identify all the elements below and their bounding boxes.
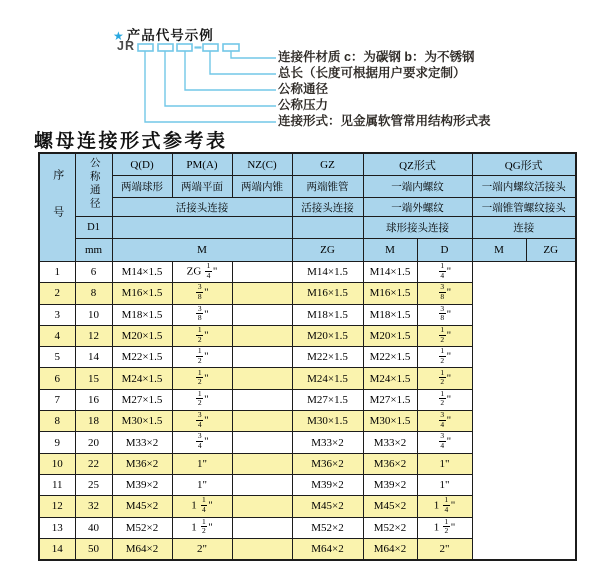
header-row-units bbox=[39, 239, 576, 262]
cell-zg: $\frac{3}{4}$ " bbox=[172, 432, 232, 453]
cell-qg-zg: $\frac{1}{2}$ " bbox=[417, 325, 472, 346]
cell-seq: 2 bbox=[39, 283, 75, 304]
cell-qg-m: M33×2 bbox=[363, 432, 417, 453]
cell-qg-zg: $\frac{3}{8}$ " bbox=[417, 283, 472, 304]
connector-length bbox=[210, 51, 276, 74]
cell-qz-m bbox=[232, 262, 292, 283]
cell-qg-m: M39×2 bbox=[363, 474, 417, 495]
cell-qz-m bbox=[232, 325, 292, 346]
cell-seq: 10 bbox=[39, 453, 75, 474]
table-title: 螺母连接形式参考表 bbox=[34, 131, 228, 152]
fraction: $\frac{1}{2}$ bbox=[197, 346, 202, 365]
cell-qz-d: M22×1.5 bbox=[292, 347, 363, 368]
table-row bbox=[39, 432, 576, 453]
cell-qg-zg: 1 $\frac{1}{2}$ " bbox=[417, 517, 472, 538]
code-box bbox=[138, 44, 153, 51]
cell-qg-zg: $\frac{1}{2}$ " bbox=[417, 389, 472, 410]
cell-seq: 3 bbox=[39, 304, 75, 325]
cell-qz-d: M14×1.5 bbox=[292, 262, 363, 283]
cell-m: M18×1.5 bbox=[112, 304, 172, 325]
fraction: $\frac{1}{4}$ bbox=[444, 495, 449, 514]
header-d1: D1 bbox=[75, 217, 112, 239]
table-row bbox=[39, 517, 576, 538]
label-material: 连接件材质 c：为碳钢 b：为不锈钢 bbox=[278, 50, 475, 64]
fraction: $\frac{1}{2}$ bbox=[197, 325, 202, 344]
cell-qz-m bbox=[232, 347, 292, 368]
table-row bbox=[39, 262, 576, 283]
table-row bbox=[39, 474, 576, 495]
header-row-types bbox=[39, 176, 576, 198]
cell-zg: 1" bbox=[172, 453, 232, 474]
header-conn-ball-joint: 球形接头连接 bbox=[363, 217, 472, 239]
cell-dn: 10 bbox=[75, 304, 112, 325]
cell-m: M20×1.5 bbox=[112, 325, 172, 346]
cell-seq: 8 bbox=[39, 411, 75, 432]
cell-m: M14×1.5 bbox=[112, 262, 172, 283]
table-row bbox=[39, 389, 576, 410]
cell-qz-d: M24×1.5 bbox=[292, 368, 363, 389]
cell-zg: $\frac{1}{2}$ " bbox=[172, 389, 232, 410]
cell-qz-m bbox=[232, 432, 292, 453]
table-row bbox=[39, 453, 576, 474]
cell-dn: 18 bbox=[75, 411, 112, 432]
cell-qz-d: M30×1.5 bbox=[292, 411, 363, 432]
table-row bbox=[39, 368, 576, 389]
cell-qz-m bbox=[232, 304, 292, 325]
header-unit-m: M bbox=[112, 239, 292, 262]
cell-qz-m bbox=[232, 453, 292, 474]
fraction: $\frac{1}{2}$ bbox=[202, 517, 206, 536]
cell-seq: 11 bbox=[39, 474, 75, 495]
cell-qg-m: M22×1.5 bbox=[363, 347, 417, 368]
star-icon: ★ bbox=[113, 29, 125, 43]
table-body bbox=[39, 262, 576, 561]
cell-zg: 1 $\frac{1}{4}$ " bbox=[172, 496, 232, 517]
label-diameter: 公称通径 bbox=[278, 82, 329, 96]
fraction: $\frac{1}{2}$ bbox=[444, 517, 449, 536]
cell-m: M39×2 bbox=[112, 474, 172, 495]
fraction: $\frac{3}{4}$ bbox=[197, 410, 202, 429]
cell-qz-m bbox=[232, 389, 292, 410]
cell-qg-m: M20×1.5 bbox=[363, 325, 417, 346]
fraction: $\frac{1}{4}$ bbox=[440, 261, 445, 280]
table-row bbox=[39, 496, 576, 517]
fraction: $\frac{1}{2}$ bbox=[197, 389, 202, 408]
cell-m: M24×1.5 bbox=[112, 368, 172, 389]
cell-qz-d: M16×1.5 bbox=[292, 283, 363, 304]
cell-seq: 4 bbox=[39, 325, 75, 346]
cell-qg-m: M45×2 bbox=[363, 496, 417, 517]
header-group-pma: PM(A) bbox=[172, 153, 232, 176]
header-empty-gz bbox=[292, 217, 363, 239]
header-unit-qg-zg: ZG bbox=[526, 239, 576, 262]
cell-zg: $\frac{3}{8}$ " bbox=[172, 283, 232, 304]
cell-qz-d: M33×2 bbox=[292, 432, 363, 453]
fraction: $\frac{3}{4}$ bbox=[440, 431, 445, 451]
fraction: $\frac{1}{4}$ bbox=[202, 495, 206, 514]
cell-qz-d: M36×2 bbox=[292, 453, 363, 474]
cell-seq: 14 bbox=[39, 538, 75, 560]
cell-m: M16×1.5 bbox=[112, 283, 172, 304]
header-conn-ext-thread: 一端外螺纹 bbox=[363, 198, 472, 217]
fraction: $\frac{3}{8}$ bbox=[440, 282, 445, 301]
header-row-groups bbox=[39, 153, 576, 176]
header-empty-left bbox=[112, 217, 292, 239]
header-group-qz: QZ形式 bbox=[363, 153, 472, 176]
cell-qg-zg: $\frac{3}{4}$ " bbox=[417, 432, 472, 453]
cell-qz-d: M27×1.5 bbox=[292, 389, 363, 410]
cell-dn: 50 bbox=[75, 538, 112, 560]
cell-dn: 15 bbox=[75, 368, 112, 389]
cell-qg-zg: 1" bbox=[417, 474, 472, 495]
cell-seq: 13 bbox=[39, 517, 75, 538]
cell-qz-m bbox=[232, 517, 292, 538]
fraction: $\frac{3}{4}$ bbox=[440, 410, 445, 429]
cell-qz-d: M18×1.5 bbox=[292, 304, 363, 325]
cell-m: M45×2 bbox=[112, 496, 172, 517]
fraction: $\frac{1}{2}$ bbox=[440, 346, 445, 365]
cell-zg: $\frac{3}{4}$ " bbox=[172, 411, 232, 432]
cell-m: M22×1.5 bbox=[112, 347, 172, 368]
cell-dn: 16 bbox=[75, 389, 112, 410]
connector-lines bbox=[145, 51, 276, 122]
header-unit-zg: ZG bbox=[292, 239, 363, 262]
cell-m: M52×2 bbox=[112, 517, 172, 538]
cell-dn: 40 bbox=[75, 517, 112, 538]
cell-m: M27×1.5 bbox=[112, 389, 172, 410]
cell-qg-zg: 2" bbox=[417, 538, 472, 560]
cell-qz-m bbox=[232, 411, 292, 432]
cell-qg-zg: $\frac{1}{2}$ " bbox=[417, 347, 472, 368]
cell-qz-d: M64×2 bbox=[292, 538, 363, 560]
cell-seq: 5 bbox=[39, 347, 75, 368]
cell-dn: 6 bbox=[75, 262, 112, 283]
header-type-nzc: 两端内锥 bbox=[232, 176, 292, 198]
code-box-icons bbox=[138, 44, 239, 51]
header-row-conn2 bbox=[39, 217, 576, 239]
cell-seq: 6 bbox=[39, 368, 75, 389]
cell-zg: 1 $\frac{1}{2}$ " bbox=[172, 517, 232, 538]
cell-qg-m: M24×1.5 bbox=[363, 368, 417, 389]
code-box bbox=[158, 44, 173, 51]
fraction: $\frac{1}{2}$ bbox=[197, 367, 202, 387]
header-type-qd: 两端球形 bbox=[112, 176, 172, 198]
cell-m: M33×2 bbox=[112, 432, 172, 453]
cell-qz-m bbox=[232, 368, 292, 389]
cell-dn: 20 bbox=[75, 432, 112, 453]
cell-qz-m bbox=[232, 496, 292, 517]
header-dn: 公称通径 bbox=[75, 153, 112, 217]
cell-m: M30×1.5 bbox=[112, 411, 172, 432]
code-box bbox=[203, 44, 218, 51]
fraction: $\frac{1}{2}$ bbox=[440, 367, 445, 387]
table-row bbox=[39, 538, 576, 560]
label-pressure: 公称压力 bbox=[278, 98, 329, 112]
connector-material bbox=[231, 51, 276, 58]
header-conn-union-gz: 活接头连接 bbox=[292, 198, 363, 217]
header-conn-connect: 连接 bbox=[472, 217, 576, 239]
cell-zg: $\frac{1}{2}$ " bbox=[172, 347, 232, 368]
table-row bbox=[39, 283, 576, 304]
code-box bbox=[177, 44, 192, 51]
code-box bbox=[223, 44, 239, 51]
cell-qg-zg: $\frac{3}{4}$ " bbox=[417, 411, 472, 432]
cell-zg: $\frac{3}{8}$ " bbox=[172, 304, 232, 325]
cell-qg-zg: 1 $\frac{1}{4}$ " bbox=[417, 496, 472, 517]
fraction: $\frac{1}{2}$ bbox=[440, 389, 445, 408]
cell-qz-m bbox=[232, 474, 292, 495]
cell-qz-d: M39×2 bbox=[292, 474, 363, 495]
table-row bbox=[39, 347, 576, 368]
cell-qg-m: M52×2 bbox=[363, 517, 417, 538]
header-conn-union: 活接头连接 bbox=[112, 198, 292, 217]
cell-seq: 9 bbox=[39, 432, 75, 453]
cell-qg-zg: $\frac{1}{2}$ " bbox=[417, 368, 472, 389]
cell-qg-m: M16×1.5 bbox=[363, 283, 417, 304]
cell-dn: 14 bbox=[75, 347, 112, 368]
header-type-pma: 两端平面 bbox=[172, 176, 232, 198]
header-row-conn1 bbox=[39, 198, 576, 217]
label-form: 连接形式：见金属软管常用结构形式表 bbox=[278, 114, 491, 128]
cell-seq: 1 bbox=[39, 262, 75, 283]
code-prefix: JR bbox=[117, 39, 135, 53]
header-type-qg: 一端内螺纹活接头 bbox=[472, 176, 576, 198]
cell-seq: 12 bbox=[39, 496, 75, 517]
cell-dn: 22 bbox=[75, 453, 112, 474]
header-unit-qz-d: D bbox=[417, 239, 472, 262]
diagram-heading-text: 产品代号示例 bbox=[126, 28, 214, 43]
fraction: $\frac{3}{8}$ bbox=[440, 304, 445, 323]
cell-m: M64×2 bbox=[112, 538, 172, 560]
cell-zg: 1" bbox=[172, 474, 232, 495]
header-group-nzc: NZ(C) bbox=[232, 153, 292, 176]
cell-qz-d: M52×2 bbox=[292, 517, 363, 538]
cell-dn: 8 bbox=[75, 283, 112, 304]
fraction: $\frac{3}{8}$ bbox=[197, 282, 202, 301]
cell-m: M36×2 bbox=[112, 453, 172, 474]
header-conn-taper-joint: 一端锥管螺纹接头 bbox=[472, 198, 576, 217]
cell-zg: $\frac{1}{2}$ " bbox=[172, 325, 232, 346]
table-row bbox=[39, 411, 576, 432]
nut-connection-table bbox=[38, 152, 577, 561]
header-group-qg: QG形式 bbox=[472, 153, 576, 176]
cell-qg-m: M18×1.5 bbox=[363, 304, 417, 325]
cell-qg-m: M64×2 bbox=[363, 538, 417, 560]
header-group-gz: GZ bbox=[292, 153, 363, 176]
cell-qg-m: M14×1.5 bbox=[363, 262, 417, 283]
cell-qg-m: M36×2 bbox=[363, 453, 417, 474]
cell-qg-m: M27×1.5 bbox=[363, 389, 417, 410]
connector-pressure bbox=[165, 51, 276, 106]
header-unit-qz-m: M bbox=[363, 239, 417, 262]
fraction: $\frac{3}{4}$ bbox=[197, 431, 202, 451]
fraction: $\frac{3}{8}$ bbox=[197, 304, 202, 323]
header-group-qd: Q(D) bbox=[112, 153, 172, 176]
fraction: $\frac{1}{2}$ bbox=[440, 325, 445, 344]
cell-qz-d: M20×1.5 bbox=[292, 325, 363, 346]
cell-zg: $\frac{1}{2}$ " bbox=[172, 368, 232, 389]
header-type-qz: 一端内螺纹 bbox=[363, 176, 472, 198]
table-row bbox=[39, 304, 576, 325]
cell-qz-d: M45×2 bbox=[292, 496, 363, 517]
header-seq: 序号 bbox=[39, 153, 75, 262]
cell-qg-zg: $\frac{1}{4}$ " bbox=[417, 262, 472, 283]
fraction: $\frac{1}{4}$ bbox=[206, 261, 211, 280]
header-mm: mm bbox=[75, 239, 112, 262]
cell-qg-zg: $\frac{3}{8}$ " bbox=[417, 304, 472, 325]
cell-dn: 12 bbox=[75, 325, 112, 346]
label-length: 总长（长度可根据用户要求定制） bbox=[278, 66, 466, 80]
cell-qz-m bbox=[232, 538, 292, 560]
cell-dn: 32 bbox=[75, 496, 112, 517]
table-row bbox=[39, 325, 576, 346]
cell-dn: 25 bbox=[75, 474, 112, 495]
cell-seq: 7 bbox=[39, 389, 75, 410]
cell-zg: ZG $\frac{1}{4}$ " bbox=[172, 262, 232, 283]
header-unit-qg-m: M bbox=[472, 239, 526, 262]
cell-qg-zg: 1" bbox=[417, 453, 472, 474]
cell-qz-m bbox=[232, 283, 292, 304]
header-type-gz: 两端锥管 bbox=[292, 176, 363, 198]
cell-zg: 2" bbox=[172, 538, 232, 560]
cell-qg-m: M30×1.5 bbox=[363, 411, 417, 432]
